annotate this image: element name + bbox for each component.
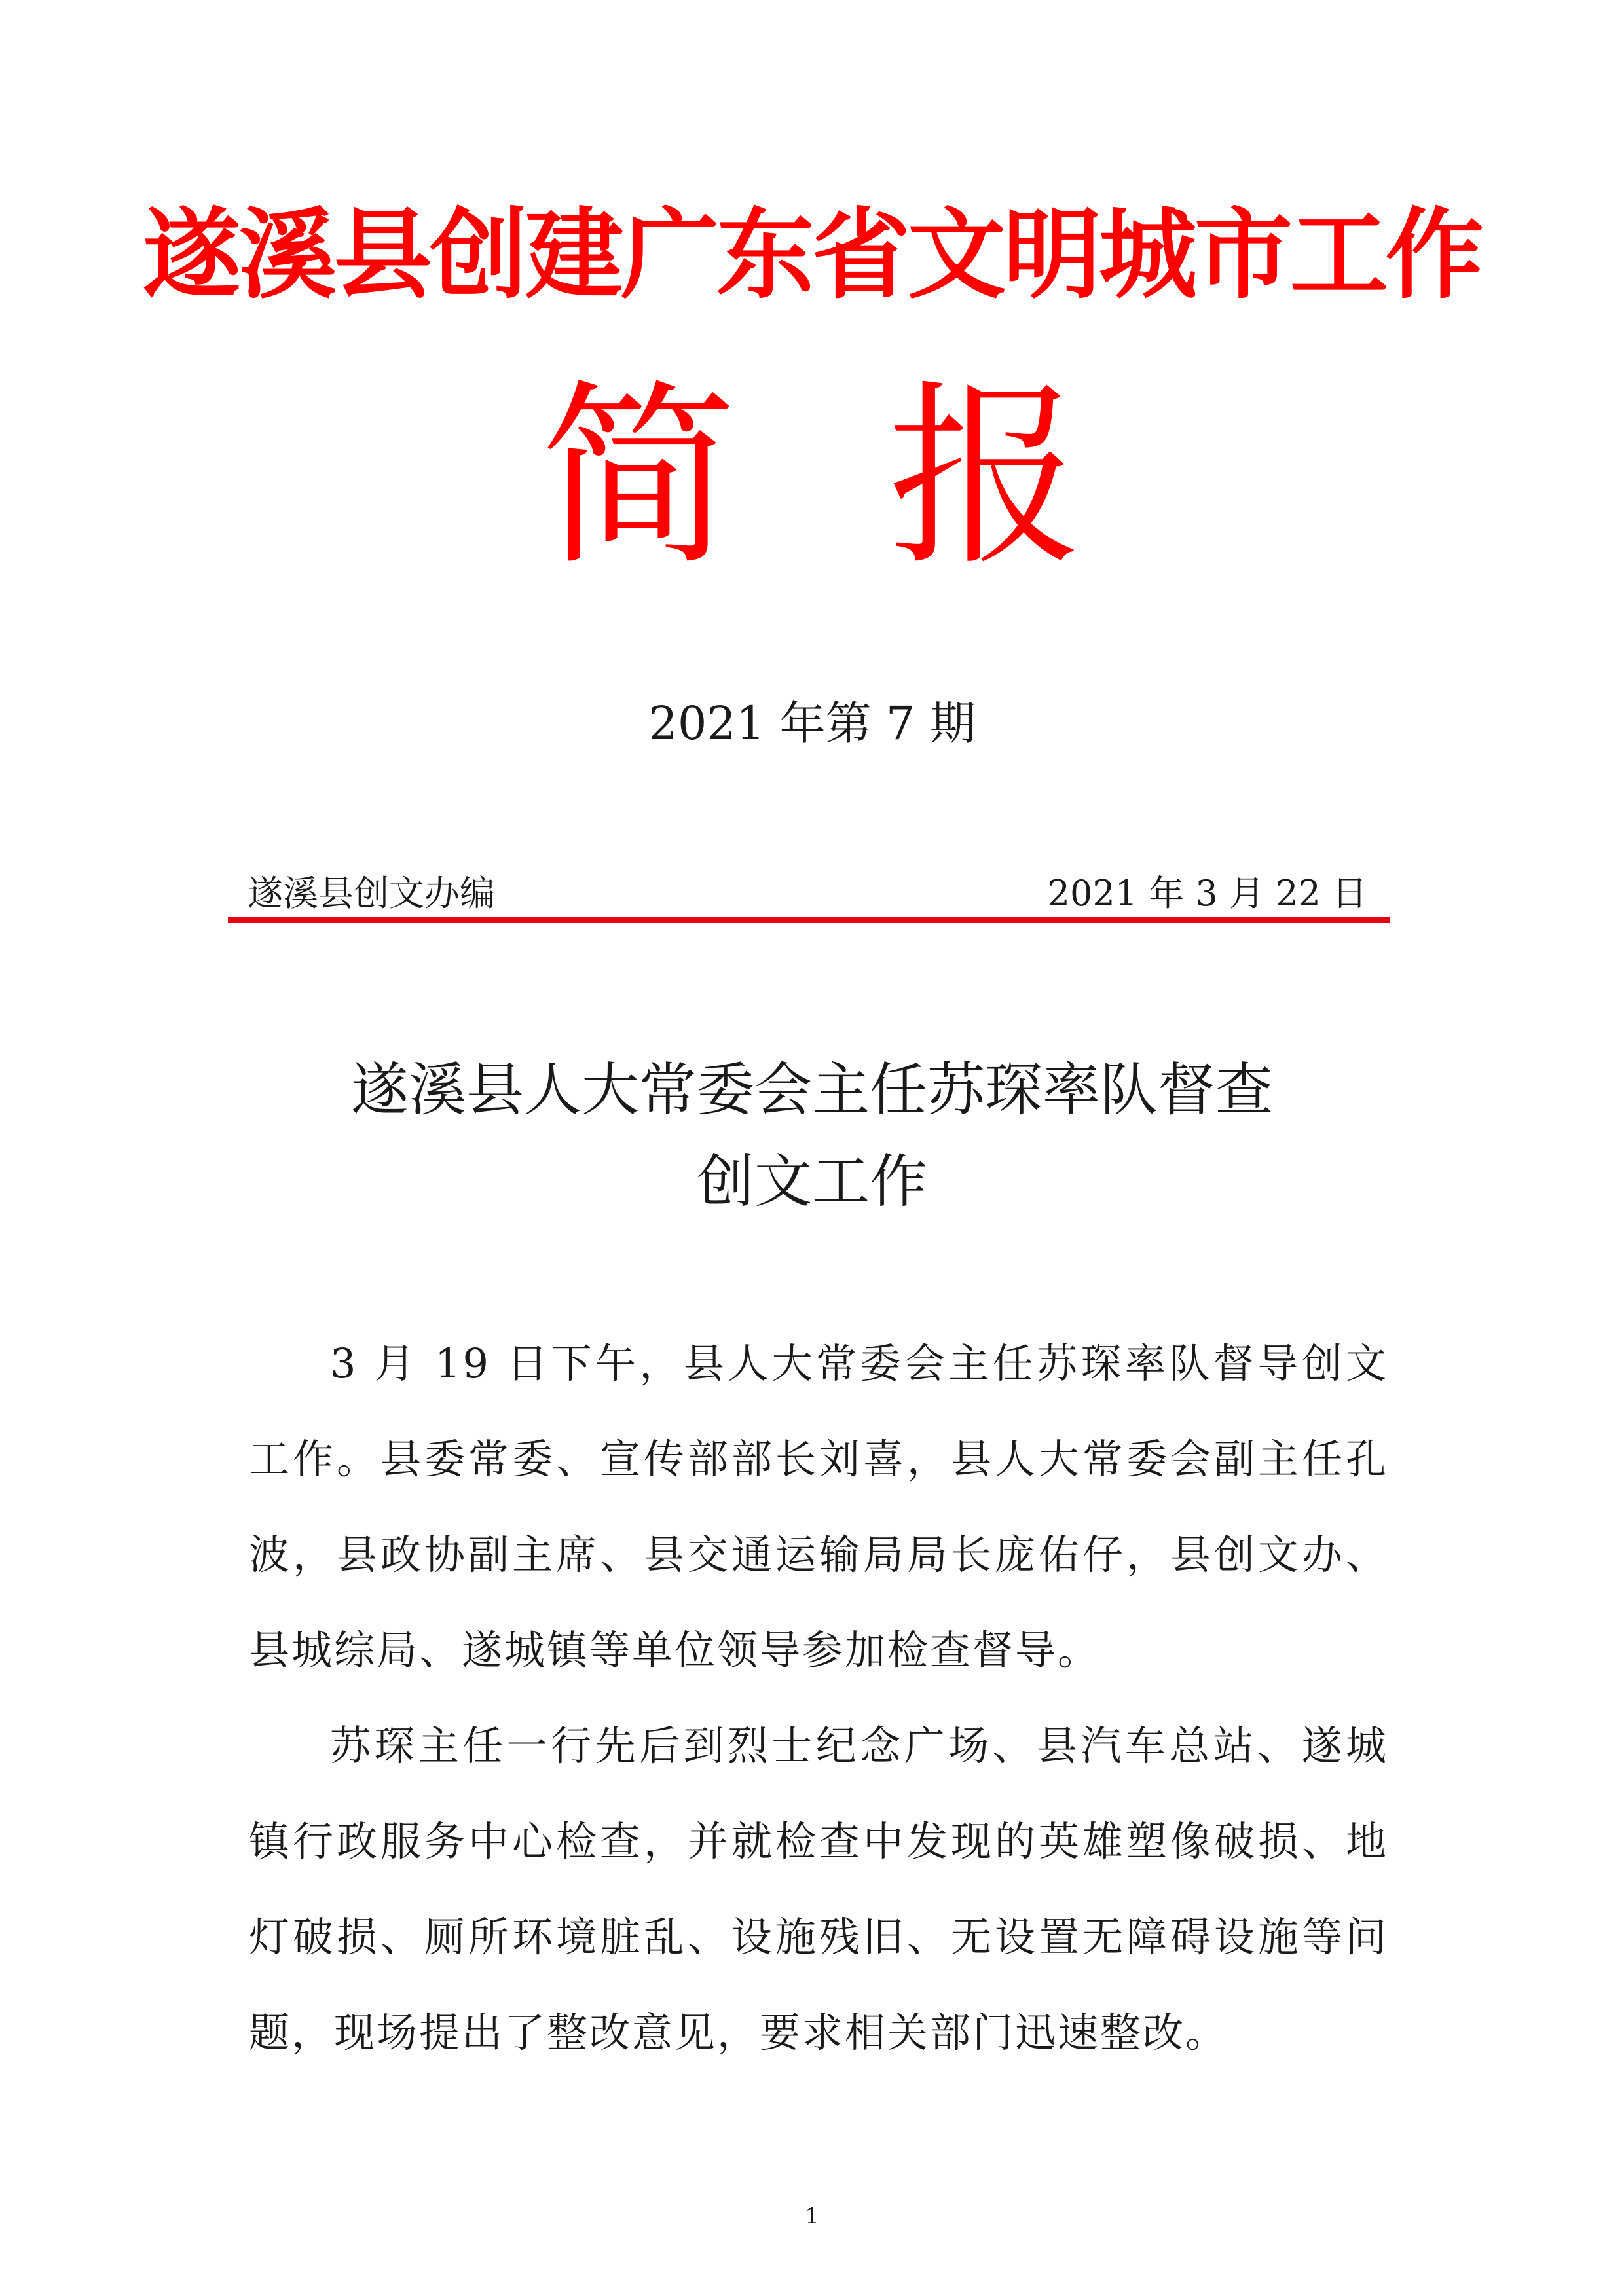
article-title-line-1: 遂溪县人大常委会主任苏琛率队督查 [350,1056,1273,1123]
issue-number: 2021 年第 7 期 [648,697,976,750]
article-paragraph-1: 3 月 19 日下午，县人大常委会主任苏琛率队督导创文工作。县委常委、宣传部部长刘喜，县人大常委会副主任孔波，县政协副主席、县交通运输局局长庞佑仔，县创文办、县城综局、遂城镇等单位领导参加检查督导。 [249,1339,1388,1674]
article-body [249,1316,1388,2081]
article-title [0,1044,1624,1228]
subtitle-char-bao: 报 [887,363,1084,592]
publication-meta [248,867,1374,920]
red-divider-line [228,917,1390,923]
subtitle-char-jian: 简 [540,363,737,592]
bulletin-header-title: 遂溪县创建广东省文明城市工作 [142,198,1481,312]
publisher-label: 遂溪县创文办编 [248,873,495,914]
bulletin-header-subtitle [0,363,1624,592]
page-number: 1 [805,2203,819,2229]
article-paragraph-2: 苏琛主任一行先后到烈士纪念广场、县汽车总站、遂城镇行政服务中心检查，并就检查中发现的英雄塑像破损、地灯破损、厕所环境脏乱、设施残旧、无设置无障碍设施等问题，现场提出了整改意见，要求相关部门迅速整改。 [249,1722,1388,2056]
publication-date: 2021 年 3 月 22 日 [1047,873,1367,914]
article-title-line-2: 创文工作 [696,1148,927,1215]
